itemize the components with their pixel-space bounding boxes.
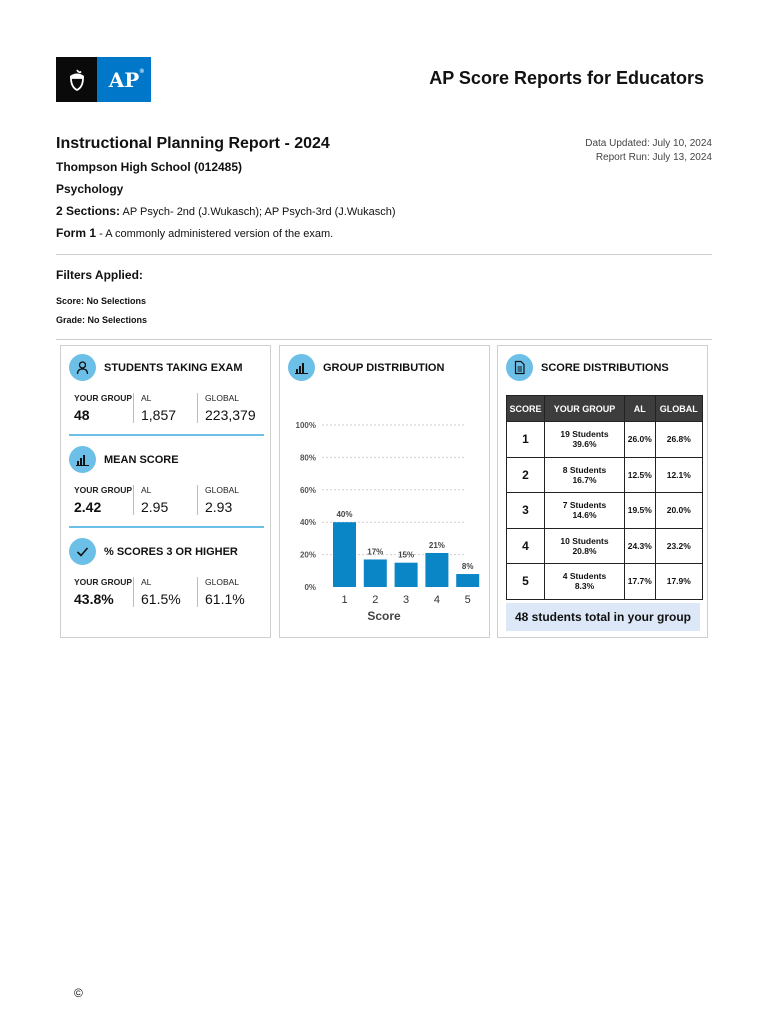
data-label: 40% xyxy=(336,510,353,520)
pct3-header xyxy=(69,538,238,565)
stat-label: GLOBAL xyxy=(205,393,240,403)
stat-label: GLOBAL xyxy=(205,577,240,587)
stat-label: YOUR GROUP xyxy=(74,485,133,495)
student-pct: 8.3% xyxy=(574,581,595,592)
students-taking-stats xyxy=(69,393,264,423)
global-cell: 23.2% xyxy=(655,528,702,564)
student-count: 19 Students xyxy=(560,429,609,440)
ap-wordmark-text: AP xyxy=(108,67,140,92)
bar-chart-icon xyxy=(69,446,96,473)
column-header: YOUR GROUP xyxy=(545,396,625,422)
document-icon xyxy=(506,354,533,381)
section-divider xyxy=(69,434,264,436)
group-distribution-header xyxy=(288,354,444,381)
column-header: SCORE xyxy=(507,396,545,422)
group-distribution-panel xyxy=(279,345,490,638)
stat-value: 48 xyxy=(74,407,90,423)
student-pct: 16.7% xyxy=(572,474,597,485)
global-stat xyxy=(197,577,264,607)
student-count: 4 Students xyxy=(562,571,607,582)
mean-score-stats xyxy=(69,485,264,515)
y-tick-label: 80% xyxy=(299,453,316,463)
group-cell xyxy=(545,457,625,493)
column-header: GLOBAL xyxy=(655,396,702,422)
your-group-stat xyxy=(69,485,133,515)
stat-label: YOUR GROUP xyxy=(74,577,133,587)
al-cell: 24.3% xyxy=(625,528,656,564)
form-label: Form 1 xyxy=(56,226,97,240)
acorn-icon xyxy=(56,57,97,102)
group-total-banner: 48 students total in your group xyxy=(506,603,700,631)
data-label: 21% xyxy=(428,540,445,550)
student-count: 8 Students xyxy=(562,464,607,475)
stat-value: 2.95 xyxy=(141,499,169,515)
divider xyxy=(56,254,712,255)
bar xyxy=(333,522,356,587)
stat-value: 2.93 xyxy=(205,499,233,515)
stat-label: YOUR GROUP xyxy=(74,393,133,403)
stat-value: 1,857 xyxy=(141,407,177,423)
score-cell: 1 xyxy=(507,422,545,458)
y-tick-label: 20% xyxy=(299,550,316,560)
global-cell: 26.8% xyxy=(655,422,702,458)
school-name: Thompson High School (012485) xyxy=(56,160,243,174)
form-value: - A commonly administered version of the exam. xyxy=(99,228,334,240)
ap-wordmark xyxy=(97,57,151,102)
registered-mark: ® xyxy=(139,69,144,75)
bar-chart-icon xyxy=(288,354,315,381)
ap-logo xyxy=(56,57,151,102)
stat-value: 61.5% xyxy=(141,591,181,607)
divider xyxy=(56,339,712,340)
score-distributions-panel xyxy=(497,345,708,638)
filter-score: Score: No Selections xyxy=(56,296,147,306)
student-count: 7 Students xyxy=(562,500,607,511)
stat-value: 2.42 xyxy=(74,499,102,515)
student-count: 10 Students xyxy=(560,535,609,546)
your-group-stat xyxy=(69,577,133,607)
global-stat xyxy=(197,393,264,423)
your-group-stat xyxy=(69,393,133,423)
x-tick-label: 4 xyxy=(433,594,440,606)
student-pct: 14.6% xyxy=(572,510,597,521)
student-pct: 39.6% xyxy=(572,439,597,450)
bar xyxy=(456,574,479,587)
copyright: © xyxy=(74,986,83,1000)
sections-label: 2 Sections: xyxy=(56,204,121,218)
al-stat xyxy=(133,485,197,515)
global-cell: 17.9% xyxy=(655,564,702,600)
summary-panel xyxy=(60,345,271,638)
global-cell: 20.0% xyxy=(655,493,702,529)
al-stat xyxy=(133,393,197,423)
data-updated: Data Updated: July 10, 2024 xyxy=(585,138,712,149)
students-taking-header xyxy=(69,354,243,381)
checkmark-icon xyxy=(69,538,96,565)
group-distribution-title: GROUP DISTRIBUTION xyxy=(323,361,445,374)
stat-value: 43.8% xyxy=(74,591,114,607)
x-tick-label: 3 xyxy=(403,594,410,606)
x-tick-label: 1 xyxy=(341,594,348,606)
bar xyxy=(425,553,448,587)
table-row xyxy=(507,493,703,529)
pct3-title: % SCORES 3 OR HIGHER xyxy=(104,545,238,558)
score-cell: 5 xyxy=(507,564,545,600)
group-cell xyxy=(545,528,625,564)
stat-label: AL xyxy=(141,485,152,495)
table-row xyxy=(507,528,703,564)
table-row xyxy=(507,422,703,458)
column-header: AL xyxy=(625,396,656,422)
al-cell: 19.5% xyxy=(625,493,656,529)
report-meta xyxy=(585,137,712,165)
global-cell: 12.1% xyxy=(655,457,702,493)
al-cell: 12.5% xyxy=(625,457,656,493)
data-label: 8% xyxy=(461,562,474,572)
bar xyxy=(395,563,418,587)
al-cell: 17.7% xyxy=(625,564,656,600)
global-stat xyxy=(197,485,264,515)
table-row xyxy=(507,564,703,600)
score-cell: 4 xyxy=(507,528,545,564)
filter-grade: Grade: No Selections xyxy=(56,315,148,325)
y-tick-label: 40% xyxy=(299,518,316,528)
group-cell xyxy=(545,493,625,529)
y-tick-label: 60% xyxy=(299,485,316,495)
y-tick-label: 0% xyxy=(304,583,316,592)
report-run: Report Run: July 13, 2024 xyxy=(595,152,712,163)
al-cell: 26.0% xyxy=(625,422,656,458)
section-divider xyxy=(69,526,264,528)
x-tick-label: 2 xyxy=(372,594,379,606)
y-tick-label: 100% xyxy=(295,421,316,430)
sections-value: AP Psych- 2nd (J.Wukasch); AP Psych-3rd (J.Wukasch) xyxy=(122,206,396,218)
al-stat xyxy=(133,577,197,607)
sections-line xyxy=(56,204,396,218)
data-label: 15% xyxy=(398,550,415,560)
person-icon xyxy=(69,354,96,381)
score-distributions-table xyxy=(506,395,703,600)
form-line xyxy=(56,226,333,240)
stat-label: AL xyxy=(141,393,152,403)
group-cell xyxy=(545,564,625,600)
pct3-stats xyxy=(69,577,264,607)
table-header-row xyxy=(507,396,703,422)
mean-score-title: MEAN SCORE xyxy=(104,453,179,466)
table-row xyxy=(507,457,703,493)
bar xyxy=(364,559,387,587)
stat-value: 61.1% xyxy=(205,591,245,607)
report-title: Instructional Planning Report - 2024 xyxy=(56,135,330,152)
stat-value: 223,379 xyxy=(205,407,256,423)
student-pct: 20.8% xyxy=(572,545,597,556)
score-distributions-title: SCORE DISTRIBUTIONS xyxy=(541,361,669,374)
filters-title: Filters Applied: xyxy=(56,268,143,282)
stat-label: GLOBAL xyxy=(205,485,240,495)
header-title: AP Score Reports for Educators xyxy=(429,68,704,88)
data-label: 17% xyxy=(367,547,384,557)
mean-score-header xyxy=(69,446,179,473)
x-axis-label: Score xyxy=(367,609,401,623)
students-taking-title: STUDENTS TAKING EXAM xyxy=(104,361,243,374)
x-tick-label: 5 xyxy=(464,594,471,606)
stat-label: AL xyxy=(141,577,152,587)
score-distributions-header xyxy=(506,354,669,381)
group-distribution-chart xyxy=(280,406,489,631)
subject-name: Psychology xyxy=(56,182,124,196)
score-cell: 3 xyxy=(507,493,545,529)
score-cell: 2 xyxy=(507,457,545,493)
group-cell xyxy=(545,422,625,458)
